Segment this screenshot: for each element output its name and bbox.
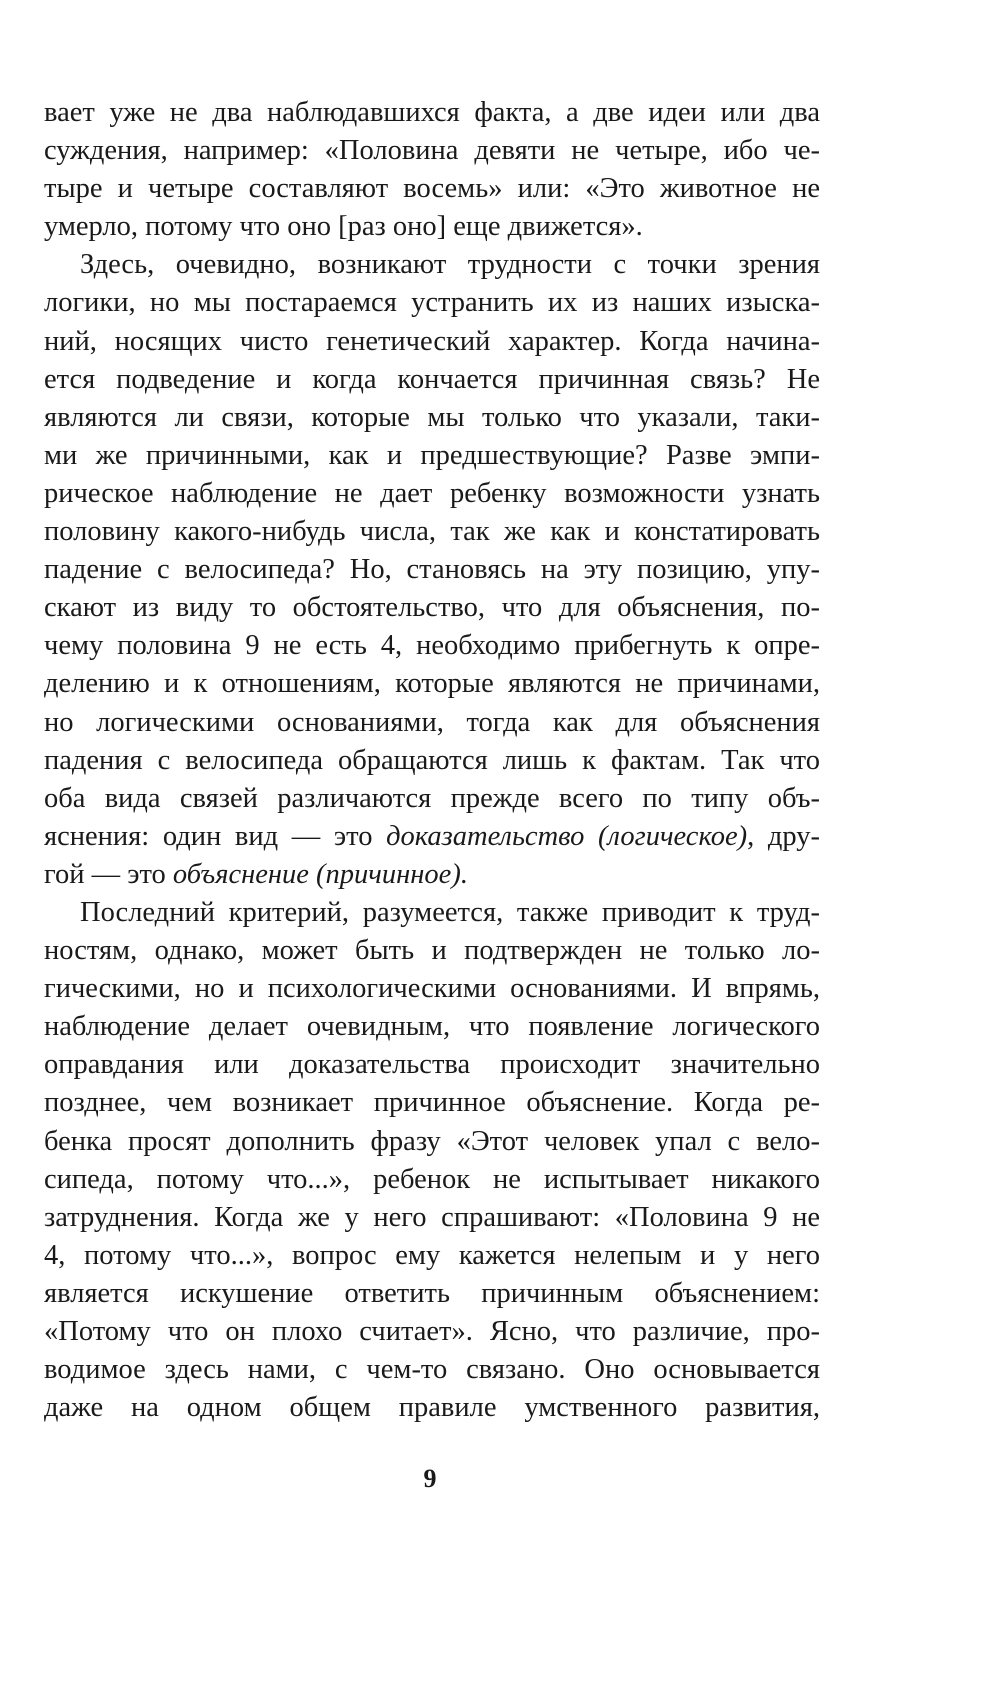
page-number: 9 <box>423 1464 437 1493</box>
text-line: затруднения. Когда же у него спрашивают: «Половина 9 не <box>44 1201 820 1233</box>
text-line: ми же причинными, как и предшествующие? Разве эмпи- <box>44 439 820 471</box>
text-line: вает уже не два наблюдавшихся факта, а две идеи или два <box>44 97 820 128</box>
text-line: Здесь, очевидно, возникают трудности с точки зрения <box>80 249 820 281</box>
text-line: тыре и четыре составляют восемь» или: «Это животное не <box>44 173 820 205</box>
text-line: гическими, но и психологическими основаниями. И впрямь, <box>44 973 820 1005</box>
body-text <box>44 94 820 1427</box>
text-line-with-italic <box>44 818 820 856</box>
line-text: яснения: один вид — это <box>44 820 387 852</box>
text-line-with-italic <box>44 856 820 894</box>
text-line: логики, но мы постараемся устранить их из наших изыска- <box>44 287 820 319</box>
text-line: оправдания или доказательства происходит значительно <box>44 1049 820 1081</box>
text-line: водимое здесь нами, с чем-то связано. Оно основывается <box>44 1354 820 1386</box>
text-line: 4, потому что...», вопрос ему кажется нелепым и у него <box>44 1239 820 1271</box>
text-line: сипеда, потому что...», ребенок не испытывает никакого <box>44 1163 820 1195</box>
text-line: падение с велосипеда? Но, становясь на эту позицию, упу- <box>44 554 820 586</box>
text-line: бенка просят дополнить фразу «Этот человек упал с вело- <box>44 1125 820 1157</box>
text-line: умерло, потому что оно [раз оно] еще движется». <box>44 211 643 243</box>
text-line: половину какого-нибудь числа, так же как и констатировать <box>44 516 820 548</box>
text-line: чему половина 9 не есть 4, необходимо прибегнуть к опре- <box>44 630 820 662</box>
text-line: ний, носящих чисто генетический характер. Когда начина- <box>44 325 820 357</box>
text-line: позднее, чем возникает причинное объяснение. Когда ре- <box>44 1087 820 1119</box>
text-line: суждения, например: «Половина девяти не четыре, ибо че- <box>44 135 820 167</box>
text-line: ностям, однако, может быть и подтвержден не только ло- <box>44 935 820 967</box>
italic-term-proof: доказательство (логическое) <box>386 820 748 852</box>
text-line: делению и к отношениям, которые являются не причинами, <box>44 668 820 700</box>
text-line: наблюдение делает очевидным, что появление логического <box>44 1011 820 1043</box>
italic-term-explanation: объяснение (причинное). <box>172 858 468 890</box>
text-line: является искушение ответить причинным объяснением: <box>44 1277 820 1309</box>
text-line: ется подведение и когда кончается причинная связь? Не <box>44 363 820 395</box>
text-line: являются ли связи, которые мы только что указали, таки- <box>44 401 820 433</box>
text-line: рическое наблюдение не дает ребенку возможности узнать <box>44 477 820 509</box>
text-line: но логическими основаниями, тогда как для объяснения <box>44 706 820 738</box>
text-line: скают из виду то обстоятельство, что для объяснения, по- <box>44 592 820 624</box>
text-line: «Потому что он плохо считает». Ясно, что различие, про- <box>44 1316 820 1347</box>
line-text: гой — это <box>44 858 173 890</box>
text-line: падения с велосипеда обращаются лишь к фактам. Так что <box>44 744 820 776</box>
text-line: даже на одном общем правиле умственного развития, <box>44 1392 820 1424</box>
line-text: , дру- <box>747 820 820 852</box>
text-line: Последний критерий, разумеется, также приводит к труд- <box>80 896 820 928</box>
text-line: оба вида связей различаются прежде всего по типу объ- <box>44 782 820 814</box>
